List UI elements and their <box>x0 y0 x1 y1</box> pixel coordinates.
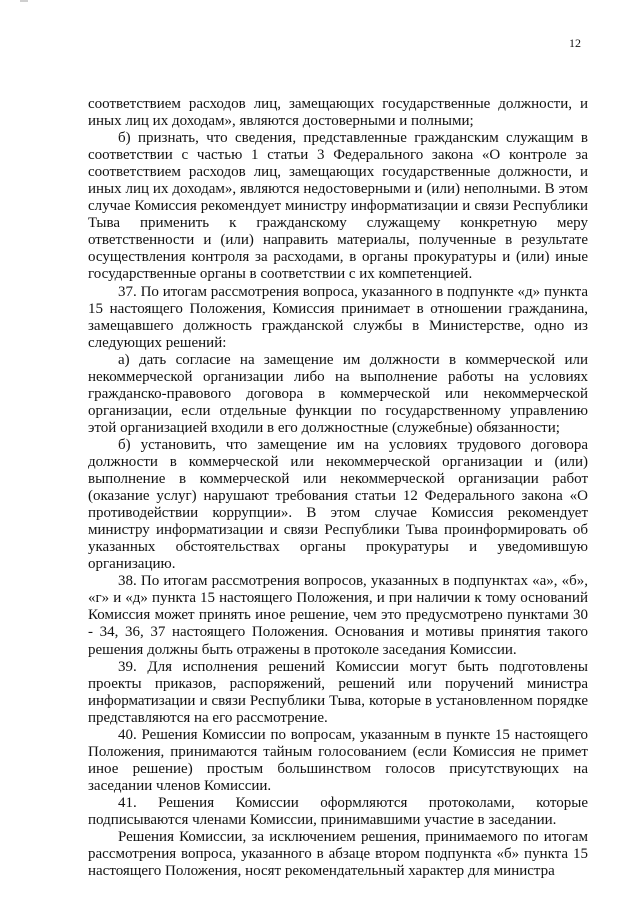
page-number: 12 <box>569 36 581 50</box>
paragraph-37-b: б) установить, что замещение им на условиях трудового договора должности в коммерческой или некоммерческой организации и (или) выполнение в коммерческой или некоммерческой организации работ (оказание услуг) нарушают требования статьи 12 Федерального закона «О противодействии коррупции». В этом случае Комиссия рекомендует министру информатизации и связи Республики Тыва проинформировать об указанных обстоятельствах органы прокуратуры и уведомившую организацию. <box>88 436 588 573</box>
paragraph-37-a: а) дать согласие на замещение им должности в коммерческой или некоммерческой организации либо на выполнение работы на условиях гражданско-правового договора в коммерческой или некоммерческой организации, если отдельные функции по государственному управлению этой организацией входили в его должностные (служебные) обязанности; <box>88 351 588 436</box>
paragraph-40: 40. Решения Комиссии по вопросам, указанным в пункте 15 настоящего Положения, принимаются тайным голосованием (если Комиссия не примет иное решение) простым большинством голосов присутствующих на заседании членов Комиссии. <box>88 726 588 794</box>
paragraph-38: 38. По итогам рассмотрения вопросов, указанных в подпунктах «а», «б», «г» и «д» пункта 15 настоящего Положения, и при наличии к тому оснований Комиссия может принять иное решение, чем это предусмотрено пунктами 30 - 34, 36, 37 настоящего Положения. Основания и мотивы принятия такого решения должны быть отражены в протоколе заседания Комиссии. <box>88 573 588 658</box>
paragraph-41: 41. Решения Комиссии оформляются протоколами, которые подписываются членами Комиссии, принимавшими участие в заседании. <box>88 794 588 828</box>
paragraph-continuation: соответствием расходов лиц, замещающих государственные должности, и иных лиц их доходам», являются достоверными и полными; <box>88 96 588 130</box>
paragraph-item-b-conclusion: б) признать, что сведения, представленные гражданским служащим в соответствии с частью 1 статьи 3 Федерального закона «О контроле за соответствием расходов лиц, замещающих государственные должности, и иных лиц их доходам», являются недостоверными и (или) неполными. В этом случае Комиссия рекомендует министру информатизации и связи Республики Тыва применить к гражданскому служащему конкретную меру ответственности и (или) направить материалы, полученные в результате осуществления контроля за расходами, в органы прокуратуры и (или) иные государственные органы в соответствии с их компетенцией. <box>88 130 588 283</box>
paragraph-37: 37. По итогам рассмотрения вопроса, указанного в подпункте «д» пункта 15 настоящего Положения, Комиссия принимает в отношении гражданина, замещавшего должность гражданской службы в Министерстве, одно из следующих решений: <box>88 283 588 351</box>
paragraph-41-continued: Решения Комиссии, за исключением решения, принимаемого по итогам рассмотрения вопроса, указанного в абзаце втором подпункта «б» пункта 15 настоящего Положения, носят рекомендательный характер для министра <box>88 829 588 880</box>
paragraph-39: 39. Для исполнения решений Комиссии могут быть подготовлены проекты приказов, распоряжений, решений или поручений министра информатизации и связи Республики Тыва, которые в установленном порядке представляются на его рассмотрение. <box>88 658 588 726</box>
scan-artifact <box>20 0 28 2</box>
document-body <box>88 96 588 880</box>
